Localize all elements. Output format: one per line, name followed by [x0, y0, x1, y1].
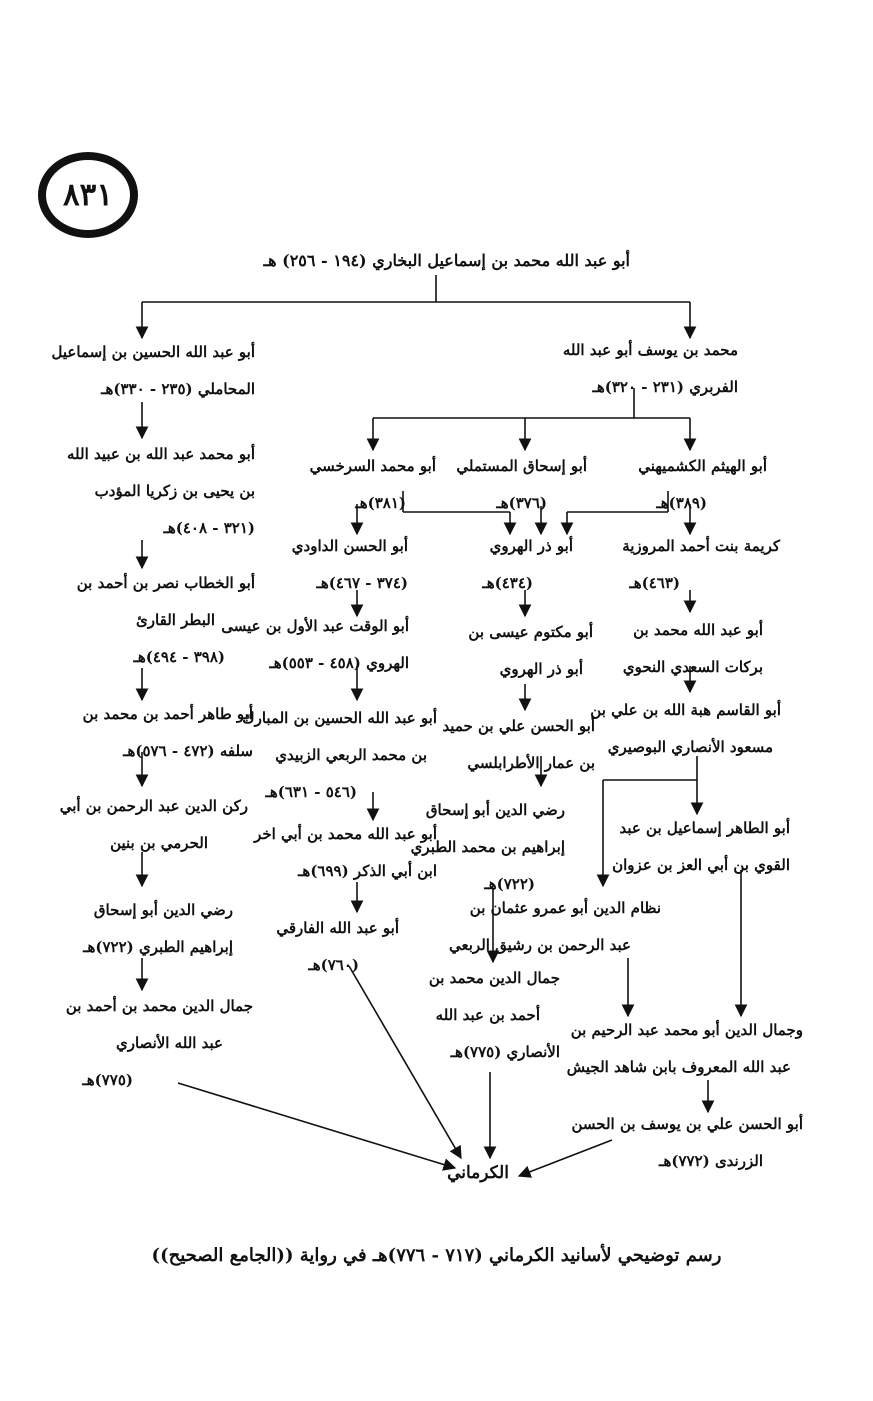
node-target-kirmani: [433, 1155, 523, 1192]
node-line: (٣٢١ - ٤٠٨)هـ: [163, 519, 255, 537]
node-line: ركن الدين عبد الرحمن بن أبي: [59, 797, 248, 815]
node-line: أبو عبد الله محمد بن: [633, 621, 763, 639]
node-line: أبو مكتوم عيسى بن: [468, 623, 593, 641]
node-rukn: [60, 788, 248, 862]
node-line: إبراهيم بن محمد الطبري: [410, 838, 565, 856]
node-line: (٧٢٢)هـ: [484, 875, 535, 893]
node-line: أبو القاسم هبة الله بن علي بن: [590, 701, 781, 719]
node-line: أبو الحسن علي بن حميد: [442, 717, 595, 735]
node-line: جمال الدين محمد بن أحمد بن: [65, 997, 253, 1015]
node-line: أبو طاهر أحمد بن محمد بن: [82, 705, 253, 723]
node-zubaydi: [242, 700, 437, 811]
node-line: عبد الرحمن بن رشيق الربعي: [449, 936, 631, 954]
node-line: أبو الوقت عبد الأول بن عيسى: [221, 617, 409, 635]
node-root-bukhari: [263, 242, 630, 279]
node-line: الحرمي بن بنين: [110, 834, 208, 852]
node-nizam: [449, 890, 661, 964]
node-dawudi: [292, 528, 408, 602]
figure-caption: رسم توضيحي لأسانيد الكرماني (٧١٧ - ٧٧٦)هـ في رواية ((الجامع الصحيح)): [151, 1245, 722, 1266]
node-ibn-shahid: [567, 1012, 803, 1086]
node-line: أبو إسحاق المستملي: [456, 457, 587, 475]
node-busiri: [590, 692, 781, 766]
node-line: (٤٣٤)هـ: [482, 574, 533, 592]
node-ibn-azzun: [612, 810, 790, 884]
node-line: البطر القارئ: [136, 611, 215, 629]
node-line: أبو الحسن الداودي: [291, 537, 408, 555]
node-line: نظام الدين أبو عمرو عثمان بن: [469, 899, 661, 917]
node-atrabulusi: [442, 708, 595, 782]
node-line: (٣٧٦)هـ: [496, 494, 547, 512]
node-ibn-abi-dhikr: [254, 816, 437, 890]
node-line: بن عمار الأطرابلسي: [467, 754, 595, 772]
node-karima: [622, 528, 780, 602]
node-line: الزرندى (٧٧٢)هـ: [659, 1152, 763, 1170]
node-line: الأنصاري (٧٧٥)هـ: [450, 1043, 560, 1061]
node-line: محمد بن يوسف أبو عبد الله: [562, 341, 738, 359]
node-abu-dharr: [482, 528, 573, 602]
node-line: (٣٨٩)هـ: [656, 494, 707, 512]
node-line: أبو عبد الله محمد بن إسماعيل البخاري (١٩٤ - ٢٥٦) هـ: [263, 251, 630, 270]
node-line: وجمال الدين أبو محمد عبد الرحيم بن: [570, 1021, 803, 1039]
node-line: أبو محمد السرخسي: [309, 457, 436, 475]
node-line: أبو عبد الله الحسين بن المبارك: [242, 709, 437, 727]
node-abul-waqt: [221, 608, 409, 682]
node-line: رضي الدين أبو إسحاق: [93, 901, 233, 919]
node-line: أبو عبد الله محمد بن أبي اخر: [254, 825, 437, 843]
node-line: الكرماني: [447, 1163, 509, 1183]
node-line: أبو الخطاب نصر بن أحمد بن: [76, 574, 255, 592]
node-line: (٥٤٦ - ٦٣١)هـ: [265, 783, 357, 801]
node-line: أحمد بن عبد الله: [435, 1006, 540, 1024]
node-line: عبد الله المعروف بابن شاهد الجيش: [566, 1058, 791, 1076]
page-number: ٨٣١: [63, 177, 113, 213]
node-line: أبو ذر الهروي: [489, 537, 573, 555]
node-line: كريمة بنت أحمد المروزية: [622, 537, 780, 555]
node-line: الفربري (٢٣١ - ٣٢٠)هـ: [592, 378, 738, 396]
node-barakat: [623, 612, 763, 686]
node-line: (٤٦٣)هـ: [629, 574, 680, 592]
node-maktum: [468, 614, 593, 688]
node-line: ابن أبي الذكر (٦٩٩)هـ: [298, 862, 437, 880]
node-line: القوي بن أبي العز بن عزوان: [612, 856, 790, 874]
node-mahamili: [52, 334, 255, 408]
node-line: (٧٧٥)هـ: [82, 1071, 133, 1089]
node-line: بن يحيى بن زكريا المؤدب: [94, 482, 255, 500]
node-line: أبو الحسن علي بن يوسف بن الحسن: [571, 1115, 803, 1133]
node-line: سلفه (٤٧٢ - ٥٧٦)هـ: [123, 742, 253, 760]
node-line: بن محمد الربعي الزبيدي: [275, 746, 427, 764]
node-kushmihani: [638, 448, 767, 522]
node-line: رضي الدين أبو إسحاق: [425, 801, 565, 819]
node-line: جمال الدين محمد بن: [428, 969, 560, 987]
node-sarakhsi: [310, 448, 436, 522]
node-zarandi: [572, 1106, 804, 1180]
node-line: إبراهيم الطبري (٧٢٢)هـ: [83, 938, 233, 956]
node-line: (٣٧٤ - ٤٦٧)هـ: [316, 574, 408, 592]
node-ansari-mid: [429, 960, 560, 1071]
node-ansari-left: [66, 988, 253, 1099]
node-muaddib: [67, 436, 255, 547]
node-line: أبو عبد الله الحسين بن إسماعيل: [51, 343, 255, 361]
node-line: الهروي (٤٥٨ - ٥٥٣)هـ: [269, 654, 409, 672]
node-tabari-left: [83, 892, 233, 966]
node-line: مسعود الأنصاري البوصيري: [607, 738, 773, 756]
node-firabri: [563, 332, 738, 406]
node-line: أبو الهيثم الكشميهني: [638, 457, 767, 475]
node-line: أبو محمد عبد الله بن عبيد الله: [67, 445, 255, 463]
node-line: أبو الطاهر إسماعيل بن عبد: [619, 819, 790, 837]
node-line: أبو ذر الهروي: [499, 660, 583, 678]
node-line: بركات السعدي النحوي: [622, 658, 763, 676]
node-line: (٣٩٨ - ٤٩٤)هـ: [133, 648, 225, 666]
node-line: المحاملي (٢٣٥ - ٣٣٠)هـ: [101, 380, 255, 398]
node-line: (٧٦٠)هـ: [308, 956, 359, 974]
node-salafa: [83, 696, 253, 770]
node-line: (٣٨١)هـ: [355, 494, 406, 512]
node-fariqi: [276, 910, 399, 984]
node-tabari-mid: [411, 792, 565, 903]
node-line: عبد الله الأنصاري: [116, 1034, 223, 1052]
node-mustamli: [456, 448, 587, 522]
node-line: أبو عبد الله الفارقي: [276, 919, 399, 937]
